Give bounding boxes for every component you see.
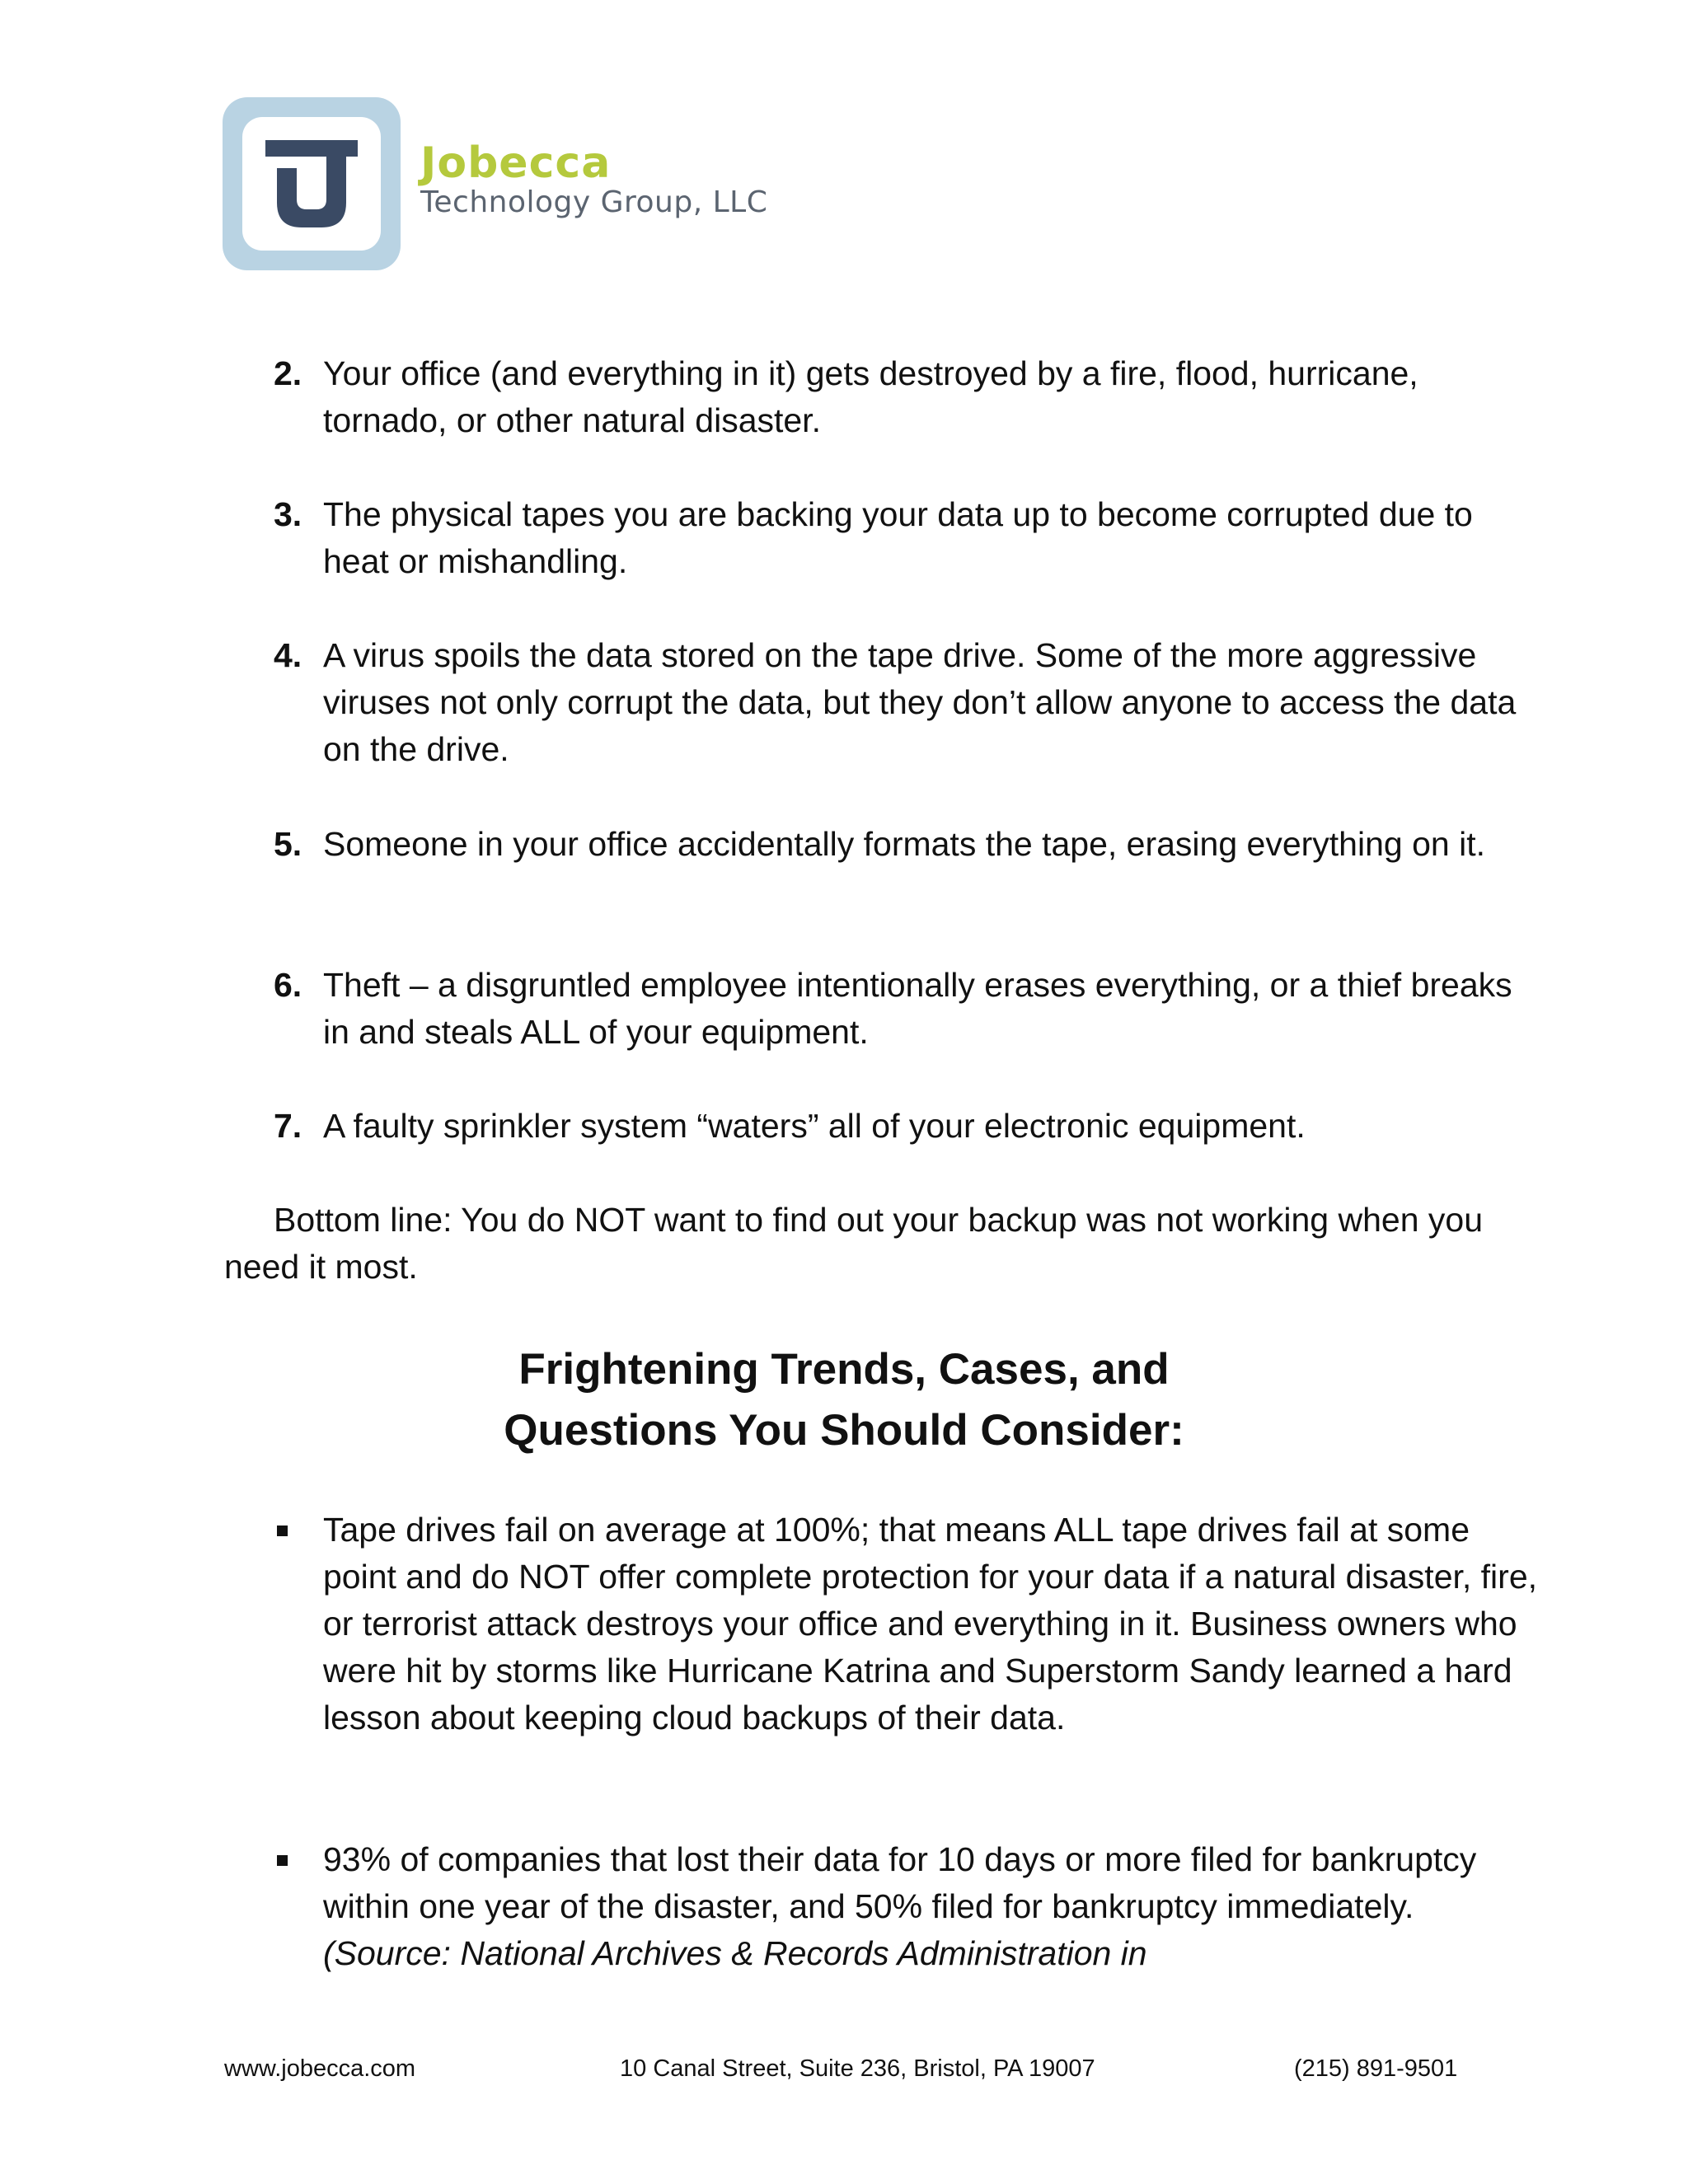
section-heading-line-1: Frightening Trends, Cases, and: [518, 1345, 1170, 1394]
logo-subtitle: Technology Group, LLC: [420, 185, 768, 219]
logo-letter-j-icon: [223, 97, 401, 270]
list-item-text: A faulty sprinkler system “waters” all of your electronic equipment.: [323, 1107, 1306, 1145]
bullet-text: Tape drives fail on average at 100%; that means ALL tape drives fail at some point and do NOT offer complete protection for your data if a natural disaster, fire, or terrorist attack destroys your office and everything in it. Business owners who were hit by storms like Hurricane Katrina and Superstorm Sandy learned a hard lesson about keeping cloud backups of their data.: [323, 1511, 1538, 1736]
bullet-text-container: [323, 1836, 1543, 1977]
list-item-text: Your office (and everything in it) gets destroyed by a fire, flood, hurricane, tornado, or other natural disaster.: [323, 354, 1418, 439]
footer-website: www.jobecca.com: [224, 2055, 416, 2082]
section-heading-line-2: Questions You Should Consider:: [504, 1406, 1184, 1455]
list-item-text: Someone in your office accidentally formats the tape, erasing everything on it.: [323, 825, 1485, 863]
list-item-number: 4.: [274, 636, 302, 674]
list-item-number: 2.: [274, 354, 302, 392]
bullet-text: 93% of companies that lost their data for 10 days or more filed for bankruptcy within one year of the disaster, and 50% filed for bankruptcy immediately.: [323, 1840, 1477, 1925]
list-item-number: 5.: [274, 825, 302, 863]
bullet-source-citation: (Source: National Archives & Records Administration in: [323, 1934, 1147, 1972]
list-item-number: 7.: [274, 1107, 302, 1145]
logo-mark-icon: [223, 97, 401, 270]
footer-address: 10 Canal Street, Suite 236, Bristol, PA 19007: [620, 2055, 1095, 2082]
bottom-line-paragraph: Bottom line: You do NOT want to find out your backup was not working when you need it most.: [224, 1201, 1483, 1286]
footer-phone: (215) 891-9501: [1294, 2055, 1458, 2082]
logo-name: Jobecca: [420, 138, 612, 188]
list-item-text: Theft – a disgruntled employee intentionally erases everything, or a thief breaks in and steals ALL of your equipment.: [323, 966, 1512, 1051]
list-item-number: 6.: [274, 966, 302, 1004]
list-item-text: The physical tapes you are backing your data up to become corrupted due to heat or mishandling.: [323, 495, 1473, 580]
list-item-text: A virus spoils the data stored on the tape drive. Some of the more aggressive viruses not only corrupt the data, but they don’t allow anyone to access the data on the drive.: [323, 636, 1517, 768]
list-item-number: 3.: [274, 495, 302, 533]
bullet-square-icon: [277, 1526, 288, 1536]
company-logo: [223, 97, 783, 274]
bullet-square-icon: [277, 1855, 288, 1866]
